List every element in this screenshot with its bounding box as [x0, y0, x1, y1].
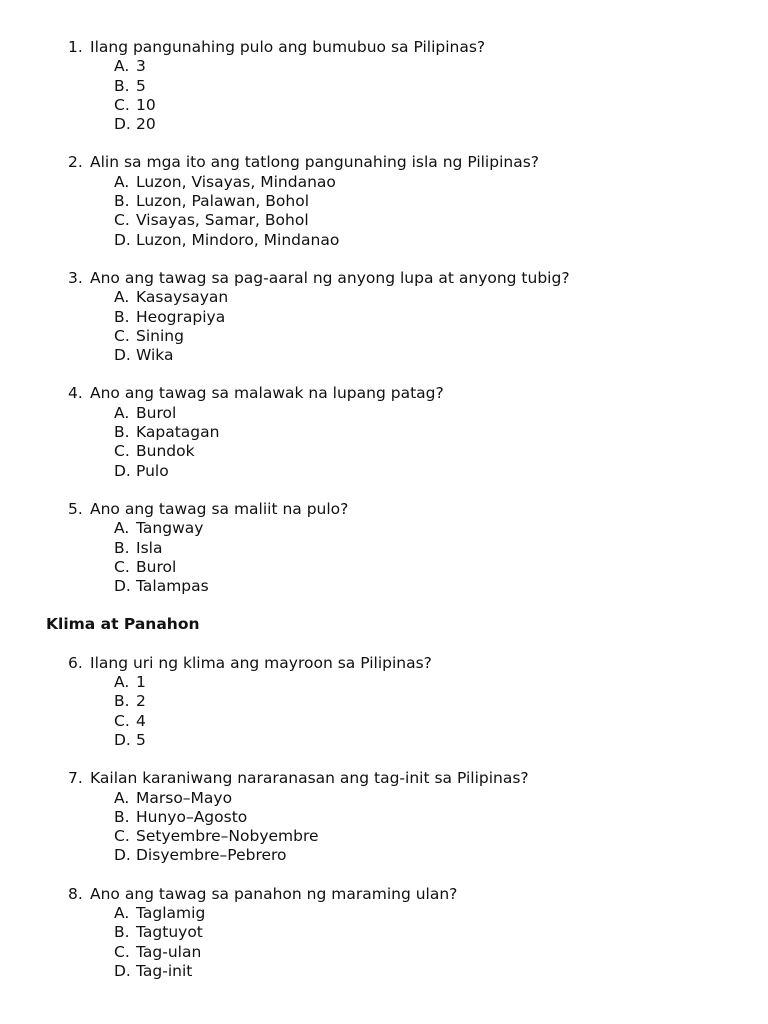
choice-text: Talampas [136, 577, 209, 596]
choice-a [0, 173, 768, 192]
choice-text: Luzon, Palawan, Bohol [136, 192, 310, 211]
question-text: Ano ang tawag sa malawak na lupang patag? [90, 384, 444, 403]
choice-text: Sining [136, 326, 184, 345]
choice-letter: A. [114, 403, 130, 422]
choice-text: Kapatagan [136, 423, 220, 442]
choice-c [0, 558, 768, 577]
quiz-page [0, 38, 768, 1000]
choice-d [0, 962, 768, 981]
question-line [0, 384, 768, 403]
choice-text: Bundok [136, 442, 195, 461]
choice-letter: D. [114, 846, 131, 865]
question-text: Ano ang tawag sa maliit na pulo? [90, 499, 349, 518]
question-2 [0, 153, 768, 249]
choice-d [0, 346, 768, 365]
question-text: Ano ang tawag sa panahon ng maraming ulan? [90, 884, 458, 903]
choice-text: Burol [136, 557, 177, 576]
choice-text: Tangway [136, 519, 204, 538]
question-line [0, 769, 768, 788]
choice-letter: C. [114, 557, 130, 576]
choice-text: 2 [136, 692, 146, 711]
question-line [0, 153, 768, 172]
choice-c [0, 442, 768, 461]
question-line [0, 654, 768, 673]
choice-b [0, 77, 768, 96]
section-heading: Klima at Panahon [46, 615, 200, 634]
choice-text: Tagtuyot [136, 923, 203, 942]
choice-text: Tag-init [136, 961, 193, 980]
choice-letter: C. [114, 326, 130, 345]
choice-letter: B. [114, 807, 130, 826]
choice-letter: C. [114, 711, 130, 730]
choice-letter: D. [114, 230, 131, 249]
question-line [0, 269, 768, 288]
choice-letter: A. [114, 673, 130, 692]
choice-d [0, 577, 768, 596]
choice-letter: C. [114, 95, 130, 114]
choice-c [0, 96, 768, 115]
question-4 [0, 384, 768, 480]
question-7 [0, 769, 768, 865]
choice-d [0, 115, 768, 134]
choice-b [0, 923, 768, 942]
choice-text: Wika [136, 346, 174, 365]
question-line [0, 38, 768, 57]
choice-letter: D. [114, 115, 131, 134]
question-8 [0, 885, 768, 981]
choice-text: 5 [136, 76, 146, 95]
question-number: 3. [68, 268, 83, 287]
choice-text: Visayas, Samar, Bohol [136, 211, 309, 230]
question-text: Ilang uri ng klima ang mayroon sa Pilipinas? [90, 653, 432, 672]
question-number: 1. [68, 38, 83, 56]
choice-text: 4 [136, 711, 146, 730]
choice-letter: B. [114, 192, 130, 211]
question-text: Alin sa mga ito ang tatlong pangunahing isla ng Pilipinas? [90, 153, 540, 172]
choice-letter: C. [114, 942, 130, 961]
choice-letter: B. [114, 423, 130, 442]
choice-letter: D. [114, 346, 131, 365]
choice-text: 5 [136, 730, 146, 749]
choice-letter: C. [114, 827, 130, 846]
choice-d [0, 846, 768, 865]
choice-text: Hunyo–Agosto [136, 807, 248, 826]
choice-letter: C. [114, 442, 130, 461]
choice-text: Isla [136, 538, 163, 557]
choice-text: 20 [136, 115, 156, 134]
question-6 [0, 654, 768, 750]
choice-a [0, 519, 768, 538]
choice-a [0, 57, 768, 76]
choice-text: Pulo [136, 461, 169, 480]
choice-b [0, 808, 768, 827]
choice-d [0, 231, 768, 250]
question-number: 8. [68, 884, 83, 903]
choice-b [0, 539, 768, 558]
choice-b [0, 423, 768, 442]
choice-b [0, 192, 768, 211]
question-number: 5. [68, 499, 83, 518]
choice-a [0, 288, 768, 307]
choice-a [0, 904, 768, 923]
choice-text: 1 [136, 673, 146, 692]
choice-letter: D. [114, 461, 131, 480]
choice-letter: B. [114, 538, 130, 557]
choice-letter: B. [114, 692, 130, 711]
choice-letter: D. [114, 730, 131, 749]
choice-c [0, 943, 768, 962]
choice-c [0, 327, 768, 346]
choice-letter: B. [114, 307, 130, 326]
choice-text: Marso–Mayo [136, 788, 233, 807]
choice-a [0, 404, 768, 423]
question-line [0, 885, 768, 904]
choice-text: Kasaysayan [136, 288, 229, 307]
choice-a [0, 673, 768, 692]
choice-text: Setyembre–Nobyembre [136, 827, 319, 846]
choice-c [0, 712, 768, 731]
choice-text: 10 [136, 95, 156, 114]
choice-text: Luzon, Visayas, Mindanao [136, 172, 336, 191]
choice-letter: C. [114, 211, 130, 230]
choice-text: Burol [136, 403, 177, 422]
question-number: 2. [68, 153, 83, 172]
question-3 [0, 269, 768, 365]
choice-text: 3 [136, 57, 146, 76]
choice-letter: A. [114, 903, 130, 922]
choice-letter: A. [114, 172, 130, 191]
question-number: 6. [68, 653, 83, 672]
choice-b [0, 308, 768, 327]
question-text: Ano ang tawag sa pag-aaral ng anyong lupa at anyong tubig? [90, 268, 570, 287]
choice-letter: A. [114, 288, 130, 307]
question-number: 4. [68, 384, 83, 403]
choice-letter: A. [114, 57, 130, 76]
choice-letter: D. [114, 577, 131, 596]
choice-letter: A. [114, 788, 130, 807]
choice-text: Disyembre–Pebrero [136, 846, 287, 865]
question-1 [0, 38, 768, 134]
question-text: Kailan karaniwang nararanasan ang tag-init sa Pilipinas? [90, 769, 529, 788]
choice-text: Taglamig [136, 903, 206, 922]
question-line [0, 500, 768, 519]
choice-c [0, 211, 768, 230]
choice-letter: B. [114, 76, 130, 95]
choice-letter: A. [114, 519, 130, 538]
choice-letter: B. [114, 923, 130, 942]
question-text: Ilang pangunahing pulo ang bumubuo sa Pilipinas? [90, 38, 486, 56]
choice-text: Luzon, Mindoro, Mindanao [136, 230, 340, 249]
choice-d [0, 462, 768, 481]
question-5 [0, 500, 768, 596]
choice-b [0, 692, 768, 711]
choice-a [0, 789, 768, 808]
choice-c [0, 827, 768, 846]
choice-text: Heograpiya [136, 307, 226, 326]
question-number: 7. [68, 769, 83, 788]
choice-letter: D. [114, 961, 131, 980]
choice-d [0, 731, 768, 750]
choice-text: Tag-ulan [136, 942, 202, 961]
